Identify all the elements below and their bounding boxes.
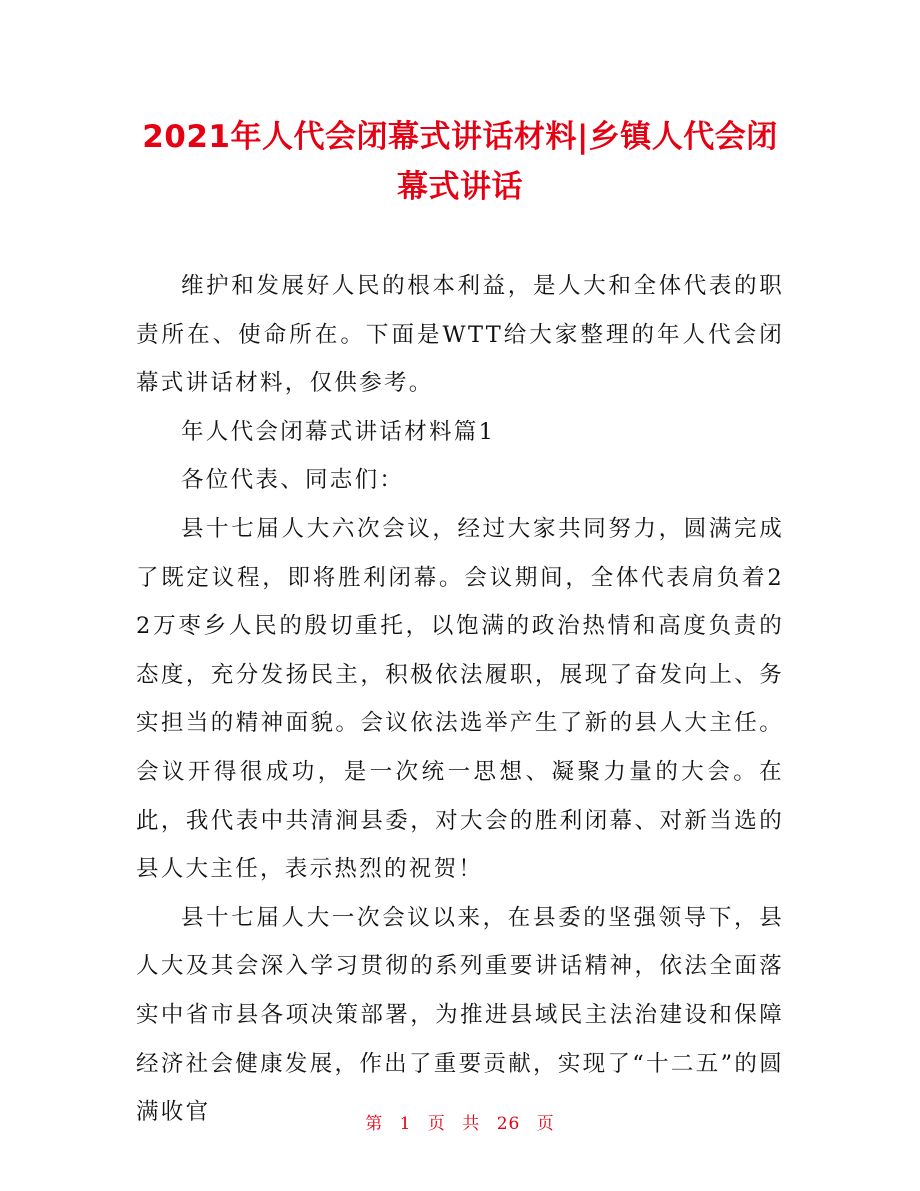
body-paragraph: 县十七届人大一次会议以来，在县委的坚强领导下，县人大及其会深入学习贯彻的系列重要讲话精神，依法全面落实中省市县各项决策部署，为推进县域民主法治建设和保障经济社会健康发展，作出了重要贡献，实现了“十二五”的圆满收官 [136, 904, 784, 1126]
footer-total-word: 共 [462, 1114, 481, 1134]
footer-current-page: 1 [399, 1114, 412, 1134]
document-body [136, 262, 784, 1137]
salutation: 各位代表、同志们： [181, 467, 405, 494]
body-paragraph: 县十七届人大六次会议，经过大家共同努力，圆满完成了既定议程，即将胜利闭幕。会议期间，全体代表肩负着22万枣乡人民的殷切重托，以饱满的政治热情和高度负责的态度，充分发扬民主，积极依法履职，展现了奋发向上、务实担当的精神面貌。会议依法选举产生了新的县人大主任。会议开得很成功，是一次统一思想、凝聚力量的大会。在此，我代表中共清涧县委，对大会的胜利闭幕、对新当选的县人大主任，表示热烈的祝贺！ [136, 515, 784, 883]
footer-suffix: 页 [536, 1114, 555, 1134]
section-heading: 年人代会闭幕式讲话材料篇1 [181, 418, 496, 445]
footer-prefix: 第 [365, 1114, 384, 1134]
intro-paragraph: 维护和发展好人民的根本利益，是人大和全体代表的职责所在、使命所在。下面是WTT给大家整理的年人代会闭幕式讲话材料，仅供参考。 [136, 273, 784, 397]
footer-total-pages: 26 [496, 1114, 521, 1134]
footer-page-word: 页 [427, 1114, 446, 1134]
document-title [120, 112, 800, 212]
document-title-line-2: 幕式讲话 [397, 169, 523, 205]
page-footer [0, 1112, 920, 1136]
document-title-line-1: 2021年人代会闭幕式讲话材料|乡镇人代会闭 [142, 119, 778, 155]
